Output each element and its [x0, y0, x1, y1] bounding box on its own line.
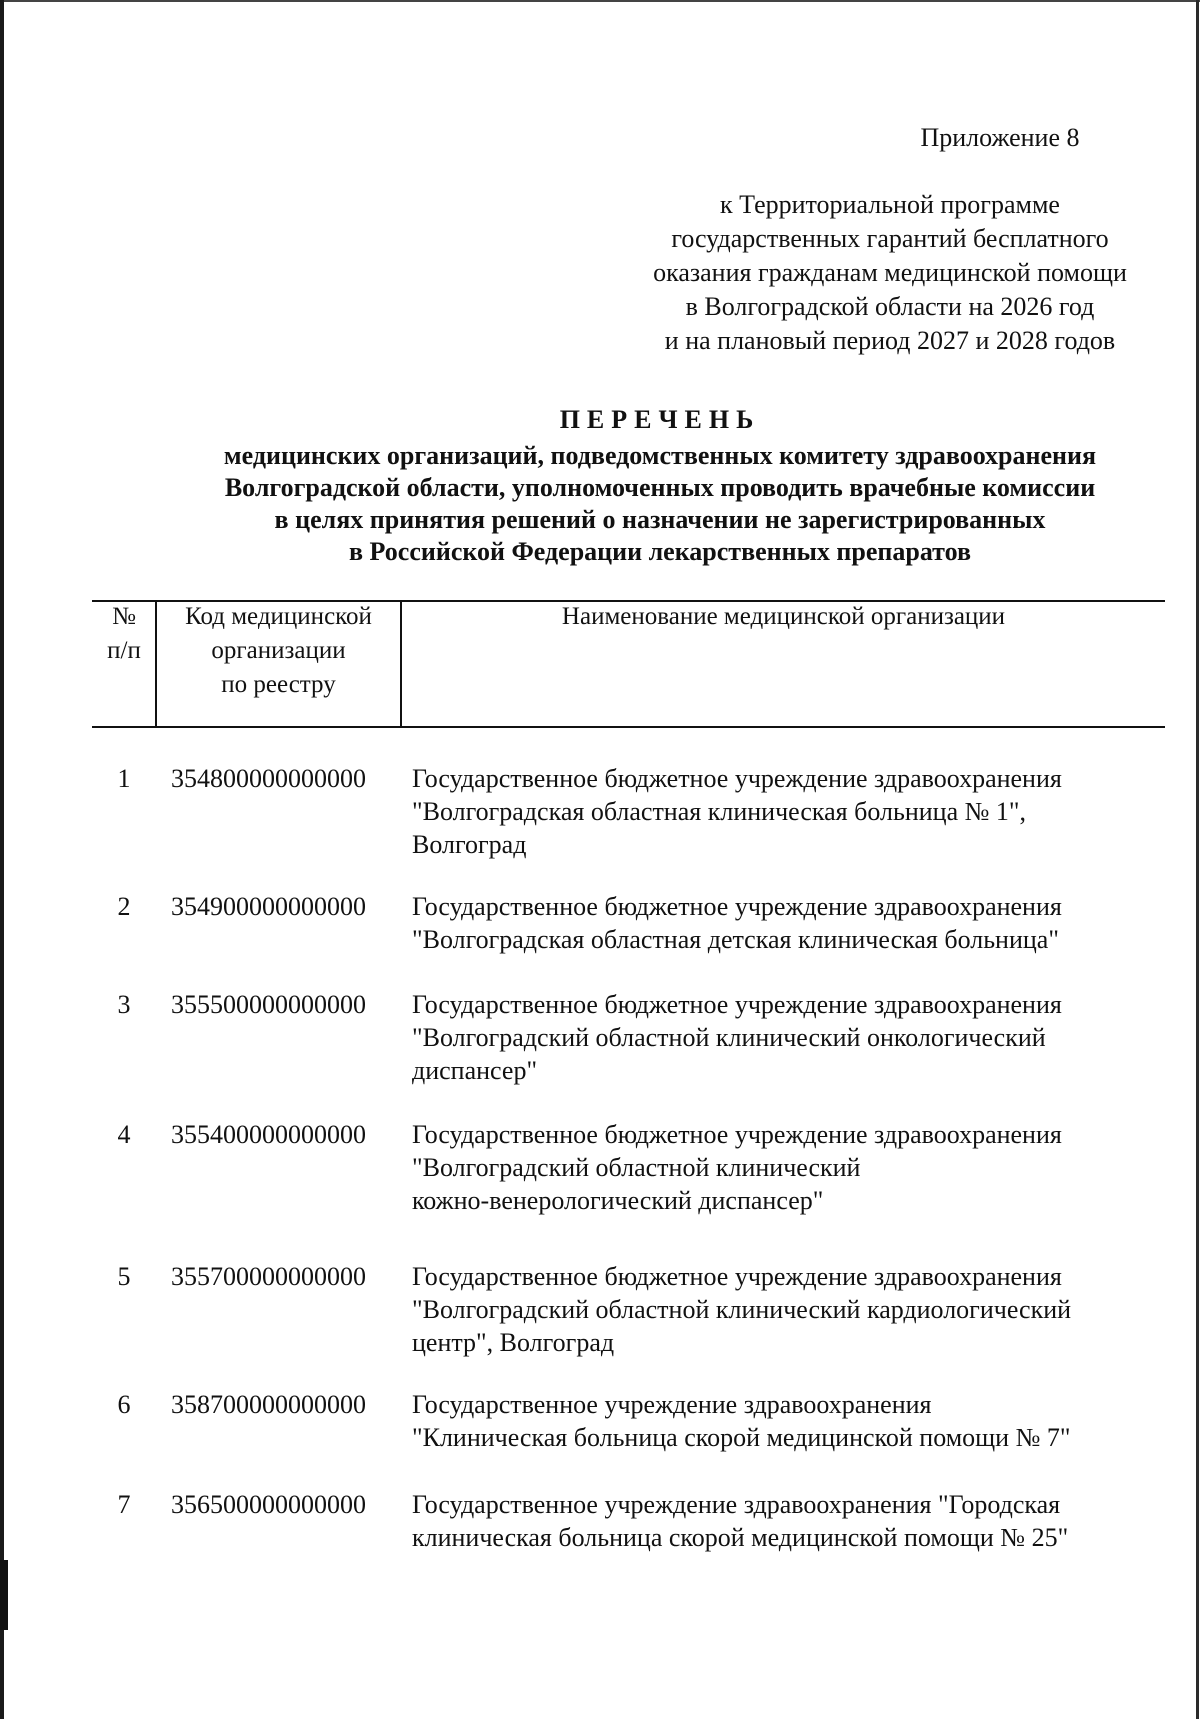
row-number: 5 — [117, 1262, 131, 1291]
organization-name-line: Государственное бюджетное учреждение здравоохранения — [412, 1262, 1062, 1291]
row-registry-code: 355700000000000 — [171, 1262, 366, 1291]
appendix-number: Приложение 8 — [920, 123, 1080, 152]
row-number: 7 — [117, 1490, 131, 1519]
row-registry-code: 354900000000000 — [171, 892, 366, 921]
row-registry-code: 358700000000000 — [171, 1390, 366, 1419]
row-organization-name — [412, 1488, 1168, 1554]
row-number: 2 — [117, 892, 131, 921]
row-organization-name — [412, 1260, 1168, 1359]
appendix-reference — [620, 188, 1160, 358]
row-organization-name — [412, 1388, 1168, 1454]
header-name-line: Наименование медицинской организации — [561, 603, 1006, 630]
organization-name-line: кожно-венерологический диспансер" — [412, 1186, 824, 1215]
organization-name-line: Волгоград — [412, 830, 527, 859]
title-line: медицинских организаций, подведомственных комитету здравоохранения — [223, 441, 1097, 470]
appendix-reference-line: оказания гражданам медицинской помощи — [653, 258, 1127, 287]
organization-name-line: Государственное бюджетное учреждение здравоохранения — [412, 990, 1062, 1019]
title-word: ПЕРЕЧЕНЬ — [559, 405, 761, 434]
header-code — [157, 600, 400, 702]
row-organization-name — [412, 1118, 1168, 1217]
organization-name-line: Государственное бюджетное учреждение здравоохранения — [412, 764, 1062, 793]
row-number: 1 — [117, 764, 131, 793]
organization-name-line: Государственное учреждение здравоохранения — [412, 1390, 932, 1419]
row-organization-name — [412, 890, 1168, 956]
organization-name-line: "Клиническая больница скорой медицинской помощи № 7" — [412, 1423, 1071, 1452]
organization-name-line: Государственное бюджетное учреждение здравоохранения — [412, 1120, 1062, 1149]
row-number: 4 — [117, 1120, 131, 1149]
title-line: Волгоградской области, уполномоченных проводить врачебные комиссии — [224, 473, 1096, 502]
row-registry-code: 355500000000000 — [171, 990, 366, 1019]
appendix-reference-line: государственных гарантий бесплатного — [671, 224, 1109, 253]
table-header-bottom-rule — [92, 726, 1165, 728]
scan-edge-top — [0, 0, 1200, 2]
row-registry-code: 354800000000000 — [171, 764, 366, 793]
title-line: в целях принятия решений о назначении не зарегистрированных — [274, 505, 1046, 534]
organization-name-line: клиническая больница скорой медицинской помощи № 25" — [412, 1523, 1069, 1552]
row-number: 3 — [117, 990, 131, 1019]
header-number-line: п/п — [107, 637, 141, 664]
organization-name-line: центр", Волгоград — [412, 1328, 615, 1357]
organization-name-line: "Волгоградский областной клинический онкологический — [412, 1023, 1046, 1052]
organization-name-line: "Волгоградский областной клинический кардиологический — [412, 1295, 1072, 1324]
row-organization-name — [412, 762, 1168, 861]
header-name — [402, 600, 1165, 634]
organization-name-line: "Волгоградская областная клиническая больница № 1", — [412, 797, 1027, 826]
row-registry-code: 356500000000000 — [171, 1490, 366, 1519]
header-code-line: организации — [211, 637, 346, 664]
row-registry-code: 355400000000000 — [171, 1120, 366, 1149]
scan-edge-right — [1196, 0, 1199, 1719]
header-number-line: № — [112, 603, 136, 630]
appendix-reference-line: в Волгоградской области на 2026 год — [685, 292, 1095, 321]
header-number — [94, 600, 154, 668]
appendix-reference-line: к Территориальной программе — [720, 190, 1060, 219]
header-code-line: по реестру — [221, 671, 336, 698]
scan-edge-left — [0, 0, 4, 1719]
header-code-line: Код медицинской — [185, 603, 372, 630]
row-organization-name — [412, 988, 1168, 1087]
organization-name-line: Государственное учреждение здравоохранения "Городская — [412, 1490, 1061, 1519]
organization-name-line: диспансер" — [412, 1056, 538, 1085]
appendix-reference-line: и на плановый период 2027 и 2028 годов — [664, 326, 1116, 355]
scan-artifact — [0, 1560, 8, 1630]
organization-name-line: "Волгоградский областной клинический — [412, 1153, 861, 1182]
organization-name-line: Государственное бюджетное учреждение здравоохранения — [412, 892, 1062, 921]
row-number: 6 — [117, 1390, 131, 1419]
document-title — [100, 404, 1200, 568]
title-line: в Российской Федерации лекарственных препаратов — [349, 537, 971, 566]
organization-name-line: "Волгоградская областная детская клиническая больница" — [412, 925, 1059, 954]
